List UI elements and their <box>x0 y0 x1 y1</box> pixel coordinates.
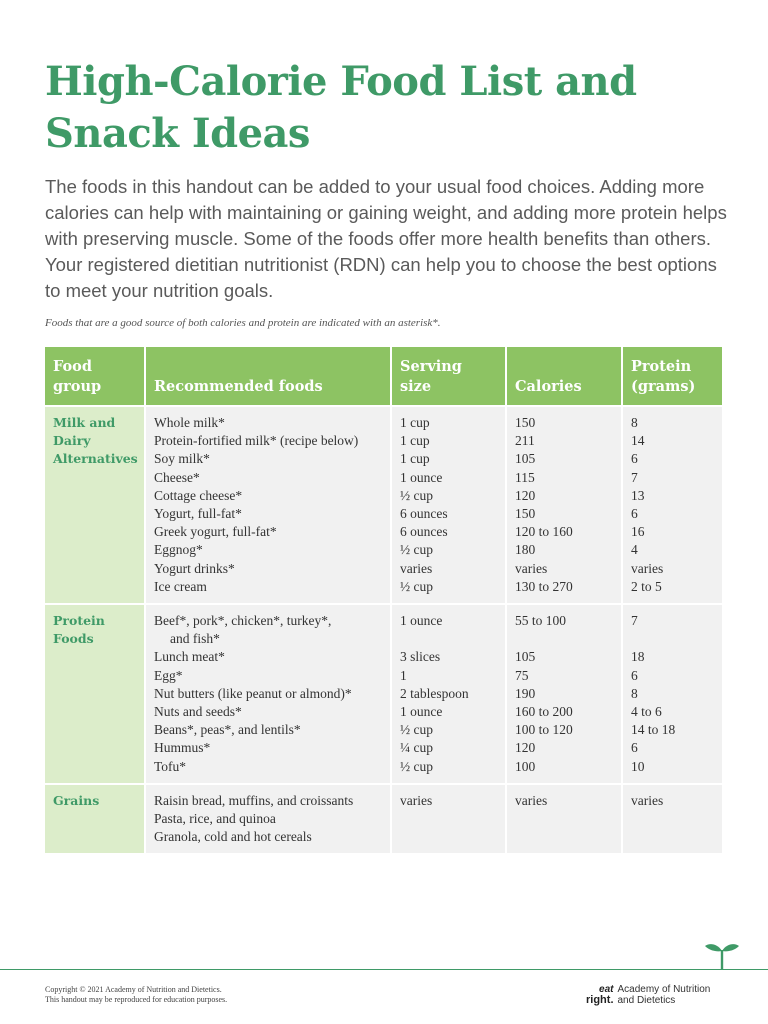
food-item: Lunch meat* <box>154 649 225 665</box>
calories-value: 120 <box>515 487 536 503</box>
serving-value: ½ cup <box>400 578 433 594</box>
calories-value: 100 to 120 <box>515 722 573 738</box>
protein-value: varies <box>631 792 664 808</box>
calories-cell <box>506 784 622 854</box>
calories-value: varies <box>515 560 548 576</box>
food-item: Yogurt, full-fat* <box>154 506 242 522</box>
food-item: Whole milk* <box>154 415 225 430</box>
protein-value: 4 <box>631 542 638 558</box>
food-item: Yogurt drinks* <box>154 560 235 576</box>
page-title: High-Calorie Food List and Snack Ideas <box>45 58 637 157</box>
calories-value: 150 <box>515 506 536 522</box>
food-item: Hummus* <box>154 740 211 756</box>
calories-value: varies <box>515 792 548 808</box>
protein-cell <box>622 784 722 854</box>
food-item: Greek yogurt, full-fat* <box>154 524 277 540</box>
group-name: Grains <box>45 784 145 854</box>
protein-cell <box>622 604 722 784</box>
serving-value: ½ cup <box>400 487 433 503</box>
serving-value: 6 ounces <box>400 506 448 522</box>
serving-cell <box>391 406 506 604</box>
protein-value: 7 <box>631 469 638 485</box>
protein-value: 16 <box>631 524 645 540</box>
food-item: Ice cream <box>154 578 207 594</box>
food-item: Soy milk* <box>154 451 210 467</box>
header-food-group: Food group <box>45 347 145 406</box>
protein-value: varies <box>631 560 664 576</box>
calories-value: 115 <box>515 469 535 485</box>
food-item: and fish* <box>170 631 220 647</box>
academy-name <box>618 984 711 1006</box>
calories-cell <box>506 604 622 784</box>
protein-value: 13 <box>631 487 645 503</box>
protein-value: 6 <box>631 506 638 522</box>
serving-value: ¼ cup <box>400 740 433 756</box>
protein-value: 14 to 18 <box>631 722 676 738</box>
food-item: Pasta, rice, and quinoa <box>154 811 276 827</box>
food-item: Granola, cold and hot cereals <box>154 829 312 845</box>
food-item: Tofu* <box>154 758 187 774</box>
protein-cell <box>622 406 722 604</box>
serving-value: 1 cup <box>400 415 430 430</box>
food-item: Nut butters (like peanut or almond)* <box>154 685 352 701</box>
protein-value: 7 <box>631 613 638 629</box>
serving-cell <box>391 784 506 854</box>
food-item: Egg* <box>154 667 183 683</box>
serving-value: 2 tablespoon <box>400 685 469 701</box>
header-protein: Protein (grams) <box>622 347 722 406</box>
protein-value: 6 <box>631 451 638 467</box>
calories-value: 75 <box>515 667 529 683</box>
food-item: Beef*, pork*, chicken*, turkey*, <box>154 613 332 629</box>
protein-value: 14 <box>631 433 645 449</box>
academy-line: and Dietetics <box>617 995 676 1006</box>
header-calories: Calories <box>506 347 622 406</box>
serving-value: ½ cup <box>400 542 433 558</box>
serving-value: ½ cup <box>400 758 433 774</box>
calories-cell <box>506 406 622 604</box>
protein-value: 10 <box>631 758 645 774</box>
calories-value: 105 <box>515 649 536 665</box>
table-row-protein-foods <box>45 604 722 784</box>
foods-cell <box>145 406 391 604</box>
serving-value: 6 ounces <box>400 524 448 540</box>
protein-value: 8 <box>631 415 638 430</box>
logo-right: right. <box>586 994 614 1006</box>
serving-cell <box>391 604 506 784</box>
calories-value: 190 <box>515 685 536 701</box>
table-row-milk-dairy <box>45 406 722 604</box>
table-header-row <box>45 347 722 406</box>
calories-value: 211 <box>515 433 535 449</box>
protein-value: 4 to 6 <box>631 704 662 720</box>
serving-value: 1 cup <box>400 433 430 449</box>
calories-value: 100 <box>515 758 536 774</box>
eatright-wordmark <box>586 985 614 1005</box>
protein-value: 6 <box>631 740 638 756</box>
food-table <box>45 347 722 853</box>
food-item: Eggnog* <box>154 542 203 558</box>
protein-value: 6 <box>631 667 638 683</box>
food-item: Protein-fortified milk* (recipe below) <box>154 433 359 449</box>
group-name: Milk and Dairy Alternatives <box>45 406 145 604</box>
intro-paragraph: The foods in this handout can be added to your usual food choices. Adding more calories can help with maintaining or gaining weight, and adding more protein helps with preserving muscle. Some of the foods offer more health benefits than others. Your registered dietitian nutritionist (RDN) can help you to choose the best options to meet your nutrition goals. <box>45 176 727 301</box>
group-name: Protein Foods <box>45 604 145 784</box>
serving-value: 1 ounce <box>400 704 443 720</box>
foods-cell <box>145 784 391 854</box>
serving-value: varies <box>400 560 433 576</box>
eatright-logo <box>586 984 710 1006</box>
serving-value: varies <box>400 792 433 808</box>
calories-value: 120 to 160 <box>515 524 573 540</box>
calories-value: 55 to 100 <box>515 613 567 629</box>
food-item: Cottage cheese* <box>154 487 243 503</box>
protein-value: 8 <box>631 685 638 701</box>
header-serving-size: Serving size <box>391 347 506 406</box>
calories-value: 130 to 270 <box>515 578 573 594</box>
calories-value: 105 <box>515 451 536 467</box>
blank-line <box>631 630 714 648</box>
serving-value: 1 cup <box>400 451 430 467</box>
footer-divider <box>0 969 768 970</box>
food-item: Nuts and seeds* <box>154 704 242 720</box>
logo-eat: eat <box>599 984 614 995</box>
sprout-icon <box>704 938 740 970</box>
calories-value: 150 <box>515 415 536 430</box>
serving-value: ½ cup <box>400 722 433 738</box>
header-recommended-foods: Recommended foods <box>145 347 391 406</box>
serving-value: 1 ounce <box>400 613 443 629</box>
calories-value: 160 to 200 <box>515 704 573 720</box>
food-item: Cheese* <box>154 469 200 485</box>
foods-cell <box>145 604 391 784</box>
protein-value: 18 <box>631 649 645 665</box>
calories-value: 180 <box>515 542 536 558</box>
table-row-grains <box>45 784 722 854</box>
copyright-notice <box>45 985 227 1005</box>
calories-value: 120 <box>515 740 536 756</box>
serving-value: 3 slices <box>400 649 441 665</box>
food-item: Raisin bread, muffins, and croissants <box>154 792 354 808</box>
asterisk-note: Foods that are a good source of both calories and protein are indicated with an asterisk*. <box>45 317 441 329</box>
food-item: Beans*, peas*, and lentils* <box>154 722 301 738</box>
serving-value: 1 <box>400 667 407 683</box>
serving-value: 1 ounce <box>400 469 443 485</box>
blank-line <box>400 630 497 648</box>
protein-value: 2 to 5 <box>631 578 662 594</box>
reproduction-line: This handout may be reproduced for education purposes. <box>45 995 228 1004</box>
copyright-line: Copyright © 2021 Academy of Nutrition and Dietetics. <box>45 985 222 994</box>
academy-line: Academy of Nutrition <box>617 984 711 995</box>
blank-line <box>515 630 613 648</box>
